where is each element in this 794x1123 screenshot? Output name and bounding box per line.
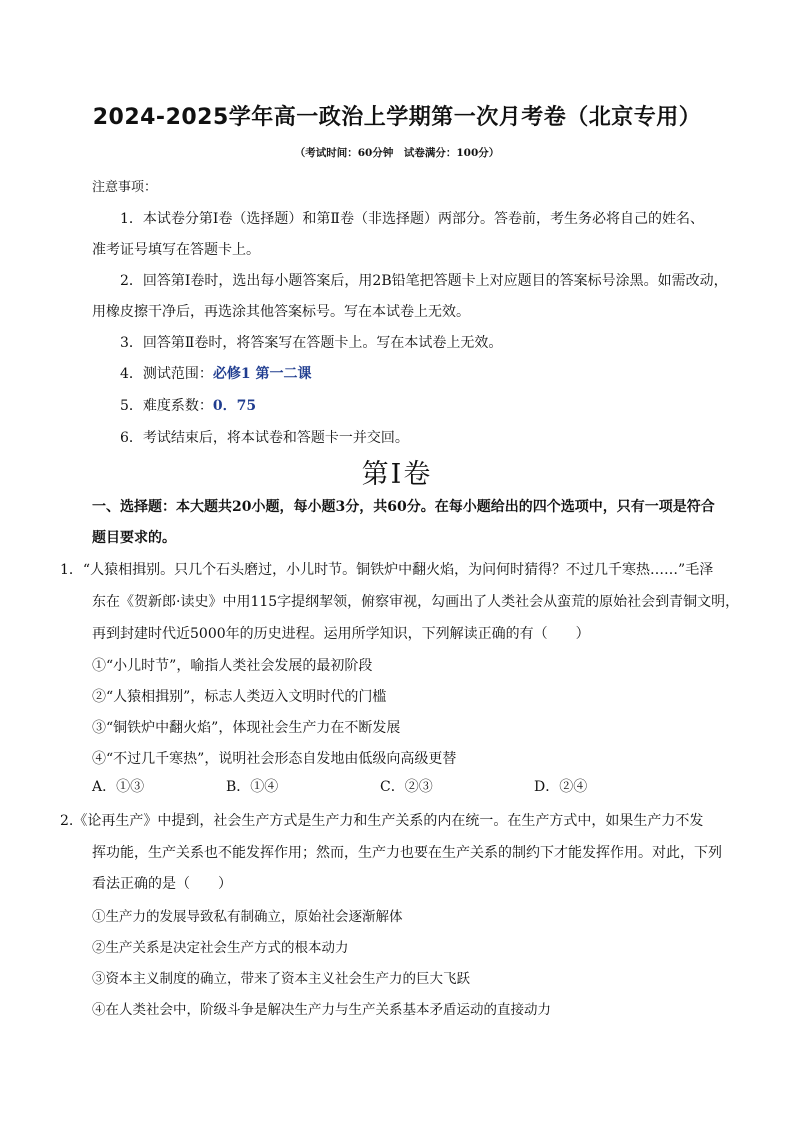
note-item-1: 1．本试卷分第Ⅰ卷（选择题）和第Ⅱ卷（非选择题）两部分。答卷前，考生务必将自己的姓名、 xyxy=(120,211,704,227)
note-item-2: 2．回答第Ⅰ卷时，选出每小题答案后，用2B铅笔把答题卡上对应题目的答案标号涂黑。如需改动， xyxy=(120,273,728,289)
section-instruction: 一、选择题：本大题共20小题，每小题3分，共60分。在每小题给出的四个选项中，只有一项是符合 xyxy=(92,499,715,515)
question-1-stem-cont: 再到封建时代近5000年的历史进程。运用所学知识，下列解读正确的有（ ） xyxy=(92,626,590,642)
question-2-statement: ③资本主义制度的确立，带来了资本主义社会生产力的巨大飞跃 xyxy=(92,971,470,987)
note-item-4 xyxy=(120,363,312,383)
note-item-4-prefix: 4．测试范围： xyxy=(120,366,213,382)
note-item-6: 6．考试结束后，将本试卷和答题卡一并交回。 xyxy=(120,430,409,446)
note-item-5-prefix: 5．难度系数： xyxy=(120,398,213,414)
exam-subtitle: （考试时间：60分钟 试卷满分：100分） xyxy=(294,147,500,159)
note-item-3: 3．回答第Ⅱ卷时，将答案写在答题卡上。写在本试卷上无效。 xyxy=(120,335,503,351)
question-2-statement: ④在人类社会中，阶级斗争是解决生产力与生产关系基本矛盾运动的直接动力 xyxy=(92,1002,551,1018)
note-item-5 xyxy=(120,395,256,415)
choice-d[interactable]: D．②④ xyxy=(534,779,588,795)
choice-a[interactable]: A．①③ xyxy=(92,779,145,795)
difficulty-value: 0．75 xyxy=(212,398,257,414)
choice-c[interactable]: C．②③ xyxy=(380,779,433,795)
notes-heading: 注意事项： xyxy=(92,180,158,195)
question-1-stem-cont: 东在《贺新郎·读史》中用115字提纲挈领，俯察审视，勾画出了人类社会从蛮荒的原始社会到青铜文明， xyxy=(92,594,740,610)
question-2-statement: ①生产力的发展导致私有制确立，原始社会逐渐解体 xyxy=(92,909,403,925)
question-2-stem-cont: 看法正确的是（ ） xyxy=(92,876,232,892)
note-item-2-cont: 用橡皮擦干净后，再选涂其他答案标号。写在本试卷上无效。 xyxy=(92,304,470,320)
question-2-stem-cont: 挥功能，生产关系也不能发挥作用；然而，生产力也要在生产关系的制约下才能发挥作用。对此，下列 xyxy=(92,845,722,861)
note-item-1-cont: 准考证号填写在答题卡上。 xyxy=(92,242,260,258)
test-scope-value: 必修1 第一二课 xyxy=(212,366,312,382)
question-1-statement: ③“铜铁炉中翻火焰”，体现社会生产力在不断发展 xyxy=(92,720,401,736)
exam-title: 2024-2025学年高一政治上学期第一次月考卷（北京专用） xyxy=(92,105,702,130)
question-1-statement: ②“人猿相揖别”，标志人类迈入文明时代的门槛 xyxy=(92,689,387,705)
question-1-stem: 1．“人猿相揖别。只几个石头磨过，小儿时节。铜铁炉中翻火焰，为问何时猜得？不过几千寒热……”毛泽 xyxy=(60,562,714,578)
question-1-statement: ①“小儿时节”，喻指人类社会发展的最初阶段 xyxy=(92,658,373,674)
choice-b[interactable]: B．①④ xyxy=(226,779,279,795)
question-2-statement: ②生产关系是决定社会生产方式的根本动力 xyxy=(92,940,349,956)
question-2-stem: 2.《论再生产》中提到，社会生产方式是生产力和生产关系的内在统一。在生产方式中，如果生产力不发 xyxy=(60,813,704,829)
section-instruction-cont: 题目要求的。 xyxy=(92,530,176,546)
section-title: 第Ⅰ卷 xyxy=(361,459,433,490)
question-1-choices xyxy=(92,776,652,798)
question-1-statement: ④“不过几千寒热”，说明社会形态自发地由低级向高级更替 xyxy=(92,751,457,767)
